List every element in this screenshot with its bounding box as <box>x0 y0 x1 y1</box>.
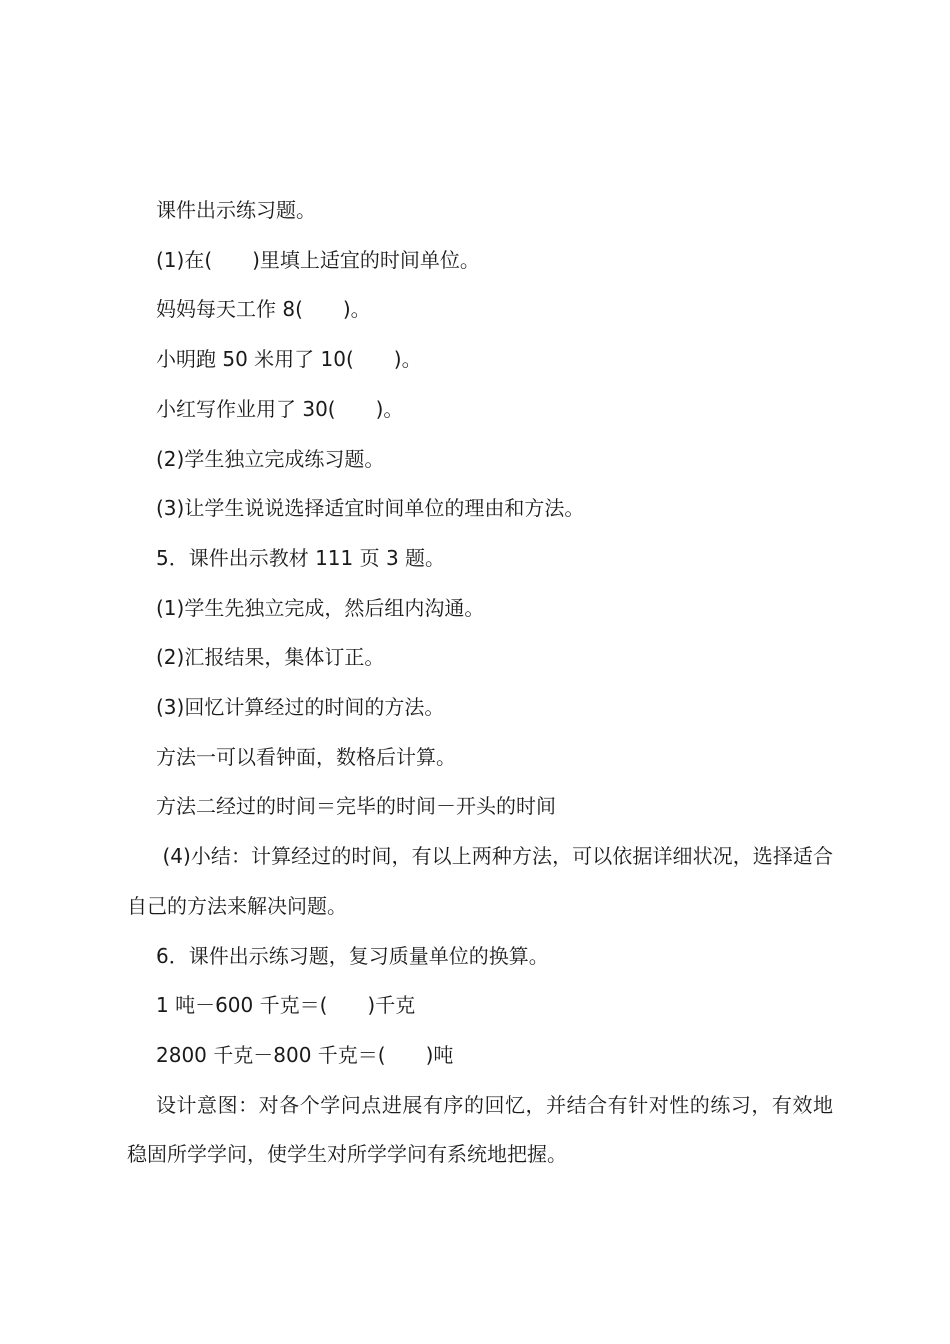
paragraph-intro: 课件出示练习题。 <box>156 198 316 222</box>
paragraph-summary: (4)小结：计算经过的时间，有以上两种方法，可以依据详细状况，选择适合自己的方法来解决问题。 <box>127 844 833 918</box>
paragraph-exercise-2: (2)学生独立完成练习题。 <box>156 446 385 471</box>
paragraph-item-6: 6．课件出示练习题，复习质量单位的换算。 <box>156 943 549 968</box>
paragraph-xiaoming-run: 小明跑 50 米用了 10( )。 <box>156 347 422 372</box>
paragraph-mom-work: 妈妈每天工作 8( )。 <box>156 297 371 322</box>
paragraph-conversion-2: 2800 千克－800 千克＝( )吨 <box>156 1042 454 1067</box>
paragraph-item-5: 5．课件出示教材 111 页 3 题。 <box>156 545 446 570</box>
paragraph-exercise-1: (1)在( )里填上适宜的时间单位。 <box>156 247 480 272</box>
paragraph-xiaohong-homework: 小红写作业用了 30( )。 <box>156 396 404 421</box>
paragraph-step-3: (3)回忆计算经过的时间的方法。 <box>156 695 445 720</box>
paragraph-conversion-1: 1 吨－600 千克＝( )千克 <box>156 993 416 1018</box>
paragraph-design-intent: 设计意图：对各个学问点进展有序的回忆，并结合有针对性的练习，有效地稳固所学学问，使学生对所学学问有系统地把握。 <box>127 1092 833 1167</box>
document-body <box>127 186 833 1180</box>
paragraph-step-2: (2)汇报结果，集体订正。 <box>156 645 385 670</box>
paragraph-exercise-3: (3)让学生说说选择适宜时间单位的理由和方法。 <box>156 496 585 521</box>
paragraph-method-1: 方法一可以看钟面，数格后计算。 <box>156 744 456 769</box>
paragraph-step-1: (1)学生先独立完成，然后组内沟通。 <box>156 595 485 620</box>
paragraph-method-2: 方法二经过的时间＝完毕的时间－开头的时间 <box>156 794 556 819</box>
